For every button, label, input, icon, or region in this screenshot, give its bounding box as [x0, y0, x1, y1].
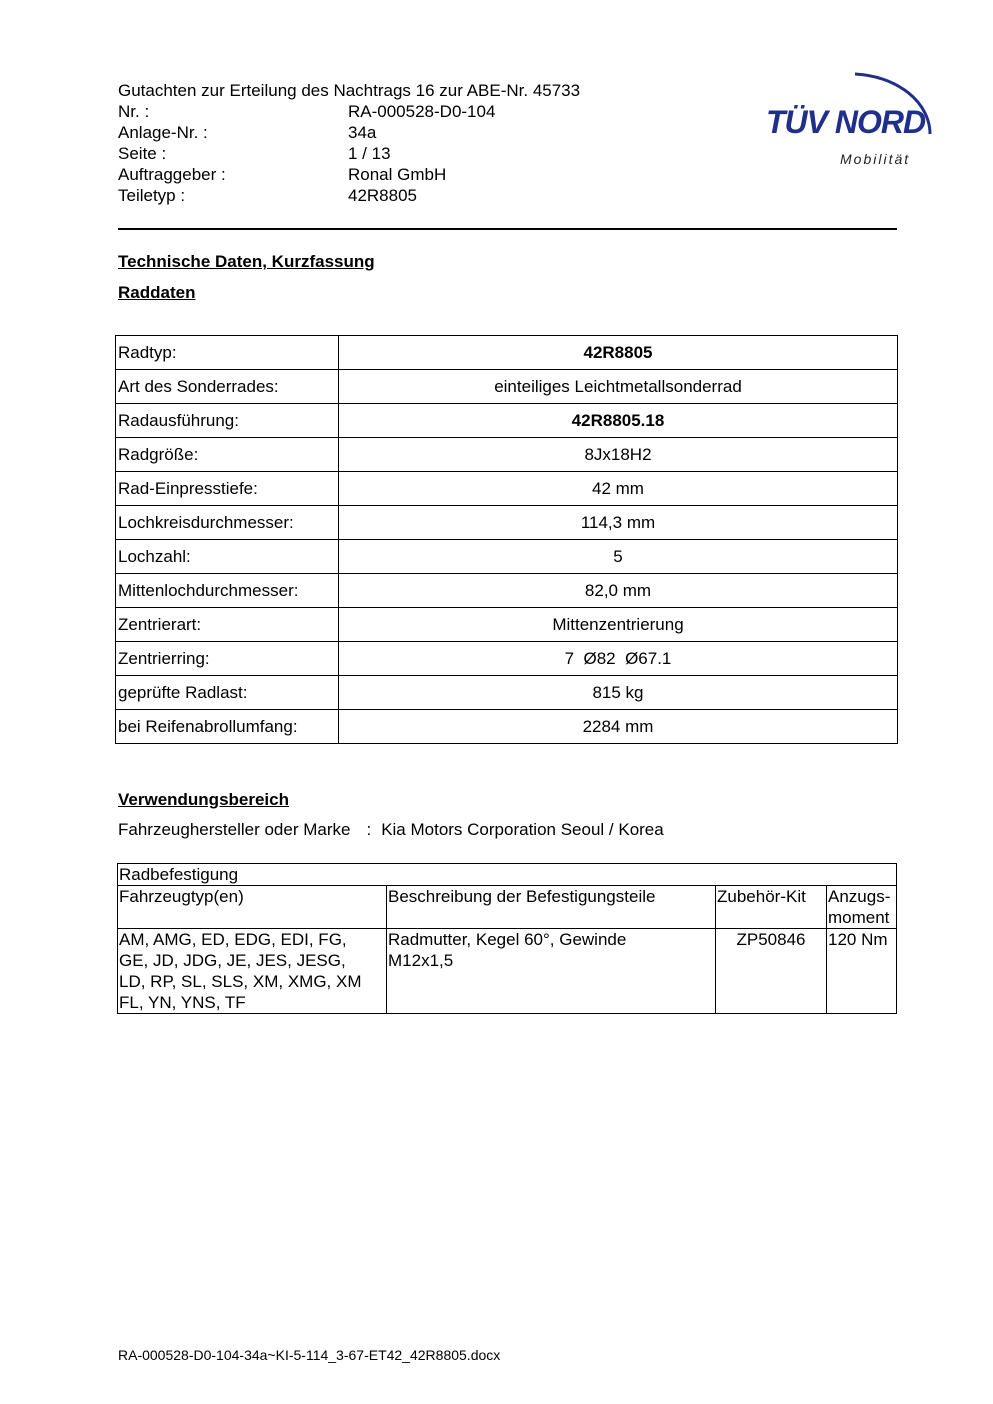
header-label: Auftraggeber :	[118, 165, 226, 184]
section-title-tech: Technische Daten, Kurzfassung	[118, 252, 375, 271]
cell-line: Radmutter, Kegel 60°, Gewinde	[388, 930, 627, 949]
cell-line: FL, YN, YNS, TF	[119, 993, 246, 1012]
maker-label: Fahrzeughersteller oder Marke	[118, 820, 351, 839]
header-value: 1 / 13	[348, 144, 391, 163]
table-row	[116, 370, 898, 404]
header-row-seite	[118, 143, 678, 164]
header-value: RA-000528-D0-104	[348, 102, 496, 121]
document-footer: RA-000528-D0-104-34a~KI-5-114_3-67-ET42_42R8805.docx	[118, 1347, 501, 1363]
cell-line: GE, JD, JDG, JE, JES, JESG,	[119, 951, 346, 970]
cell-anzugsmoment: 120 Nm	[827, 929, 897, 1014]
row-value: 815 kg	[339, 676, 898, 710]
header-row-auftraggeber	[118, 164, 678, 185]
maker-separator: :	[366, 820, 372, 839]
row-label: Zentrierring:	[116, 642, 339, 676]
header-label: Teiletyp :	[118, 186, 186, 205]
row-value: 42R8805.18	[339, 404, 898, 438]
table-row	[116, 404, 898, 438]
table-title-row	[118, 864, 897, 886]
header-beschreibung: Beschreibung der Befestigungsteile	[387, 886, 716, 929]
header-value: 42R8805	[348, 186, 418, 205]
row-label: Radgröße:	[116, 438, 339, 472]
table-row	[116, 540, 898, 574]
table-title: Radbefestigung	[118, 864, 897, 886]
table-row	[116, 438, 898, 472]
section-title-verwendung: Verwendungsbereich	[118, 790, 289, 809]
section-title-raddaten: Raddaten	[118, 283, 196, 302]
row-label: Lochzahl:	[116, 540, 339, 574]
row-label: Radtyp:	[116, 336, 339, 370]
logo-brand: TÜV NORD	[766, 104, 926, 140]
header-label: Anlage-Nr. :	[118, 123, 208, 142]
header-label: Nr. :	[118, 102, 150, 121]
header-label: Seite :	[118, 144, 167, 163]
table-header-row	[118, 886, 897, 929]
table-row	[118, 929, 897, 1014]
row-label: Rad-Einpresstiefe:	[116, 472, 339, 506]
header-value: 34a	[348, 123, 377, 142]
row-value: 8Jx18H2	[339, 438, 898, 472]
befestigung-table	[117, 863, 897, 1014]
header-line: Anzugs-	[828, 887, 891, 906]
row-label: Zentrierart:	[116, 608, 339, 642]
row-label: bei Reifenabrollumfang:	[116, 710, 339, 744]
table-row	[116, 472, 898, 506]
row-value: 82,0 mm	[339, 574, 898, 608]
row-value: 5	[339, 540, 898, 574]
row-label: geprüfte Radlast:	[116, 676, 339, 710]
header-row-anlage	[118, 122, 678, 143]
logo-subtitle: Mobilität	[840, 151, 911, 167]
cell-zubehoer-kit: ZP50846	[716, 929, 827, 1014]
header-anzugsmoment	[827, 886, 897, 929]
table-row	[116, 574, 898, 608]
tuv-nord-logo	[760, 56, 940, 176]
table-row	[116, 676, 898, 710]
row-label: Radausführung:	[116, 404, 339, 438]
row-value: 42 mm	[339, 472, 898, 506]
table-row	[116, 608, 898, 642]
cell-line: M12x1,5	[388, 951, 454, 970]
row-label: Art des Sonderrades:	[116, 370, 339, 404]
maker-value: Kia Motors Corporation Seoul / Korea	[381, 820, 664, 839]
vehicle-maker-line	[118, 820, 664, 840]
raddaten-table	[115, 335, 898, 744]
row-value: Mittenzentrierung	[339, 608, 898, 642]
row-value: 42R8805	[339, 336, 898, 370]
header-row-teiletyp	[118, 185, 678, 206]
document-header	[118, 80, 678, 206]
row-value: 114,3 mm	[339, 506, 898, 540]
header-line: moment	[828, 908, 890, 927]
row-value: 7 Ø82 Ø67.1	[339, 642, 898, 676]
table-row	[116, 710, 898, 744]
header-fahrzeugtyp: Fahrzeugtyp(en)	[118, 886, 387, 929]
header-divider	[118, 228, 897, 230]
header-row-nr	[118, 101, 678, 122]
cell-line: AM, AMG, ED, EDG, EDI, FG,	[119, 930, 347, 949]
row-label: Lochkreisdurchmesser:	[116, 506, 339, 540]
row-label: Mittenlochdurchmesser:	[116, 574, 339, 608]
header-zubehoer-kit: Zubehör-Kit	[716, 886, 827, 929]
header-value: Ronal GmbH	[348, 165, 447, 184]
table-row	[116, 506, 898, 540]
document-title: Gutachten zur Erteilung des Nachtrags 16 zur ABE-Nr. 45733	[118, 81, 581, 100]
cell-beschreibung	[387, 929, 716, 1014]
cell-line: LD, RP, SL, SLS, XM, XMG, XM	[119, 972, 362, 991]
row-value: 2284 mm	[339, 710, 898, 744]
table-row	[116, 336, 898, 370]
cell-fahrzeugtypen	[118, 929, 387, 1014]
table-row	[116, 642, 898, 676]
row-value: einteiliges Leichtmetallsonderrad	[339, 370, 898, 404]
